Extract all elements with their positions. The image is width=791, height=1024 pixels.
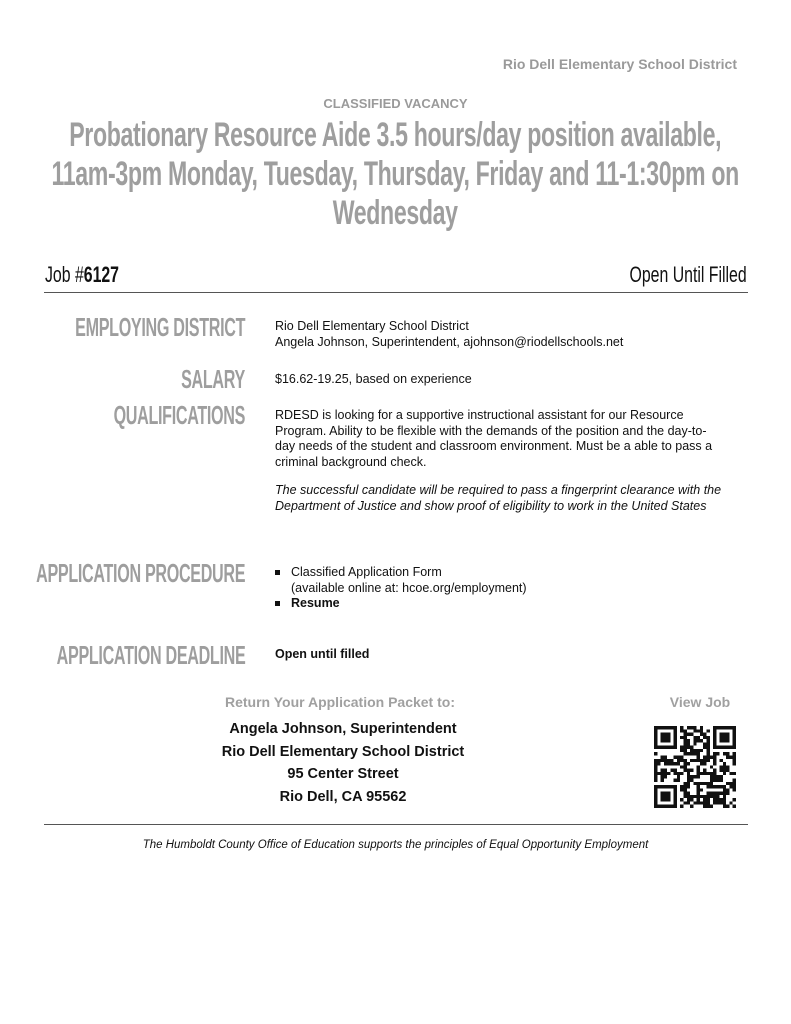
qualifications-text: RDESD is looking for a supportive instructional assistant for our Resource Program. Ability to be flexible with the demands of the position and the day-to-day needs of the student and classroom environment. Must be a able to pass a criminal background check. [275, 408, 713, 469]
label-salary: SALARY [181, 364, 245, 394]
procedure-item-form-link: (available online at: hcoe.org/employment) [291, 580, 527, 595]
return-heading: Return Your Application Packet to: [225, 694, 455, 710]
employing-district-name: Rio Dell Elementary School District [275, 319, 469, 333]
view-job-label[interactable]: View Job [669, 694, 731, 710]
job-title: Probationary Resource Aide 3.5 hours/day position available, 11am-3pm Monday, Tuesday, Thursday, Friday and 11-1:30pm on Wednesday [51, 116, 739, 232]
label-qualifications: QUALIFICATIONS [113, 400, 245, 430]
salary-value: $16.62-19.25, based on experience [275, 372, 472, 386]
qualifications-note: The successful candidate will be required to pass a fingerprint clearance with the Department of Justice and show proof of eligibility to work in the United States [275, 483, 722, 513]
vacancy-kicker: CLASSIFIED VACANCY [323, 96, 468, 111]
procedure-item-form-label: Classified Application Form [291, 565, 442, 579]
job-number-prefix: Job # [45, 262, 84, 287]
address-line: 95 Center Street [287, 766, 399, 782]
header-divider [44, 292, 748, 293]
employing-district-value [275, 319, 725, 350]
job-status: Open Until Filled [629, 262, 747, 287]
job-number [45, 262, 119, 288]
return-address [160, 718, 526, 808]
label-application-procedure: APPLICATION PROCEDURE [35, 558, 245, 588]
label-employing-district: EMPLOYING DISTRICT [75, 312, 245, 342]
district-name-header: Rio Dell Elementary School District [502, 56, 737, 72]
qr-code-icon[interactable] [654, 726, 736, 808]
application-procedure-list [275, 565, 725, 612]
footer-divider [44, 824, 748, 825]
address-line: Angela Johnson, Superintendent [229, 721, 457, 737]
label-application-deadline: APPLICATION DEADLINE [56, 640, 245, 670]
job-number-value: 6127 [83, 262, 120, 287]
employing-district-contact: Angela Johnson, Superintendent, ajohnson@riodellschools.net [275, 334, 624, 349]
procedure-item-form [275, 565, 725, 596]
eeo-statement: The Humboldt County Office of Education supports the principles of Equal Opportunity Employment [142, 839, 649, 851]
title-wrap [45, 116, 745, 236]
deadline-value: Open until filled [275, 647, 370, 661]
procedure-item-resume: Resume [275, 596, 725, 612]
address-line: Rio Dell, CA 95562 [279, 788, 407, 805]
address-line: Rio Dell Elementary School District [221, 743, 465, 760]
